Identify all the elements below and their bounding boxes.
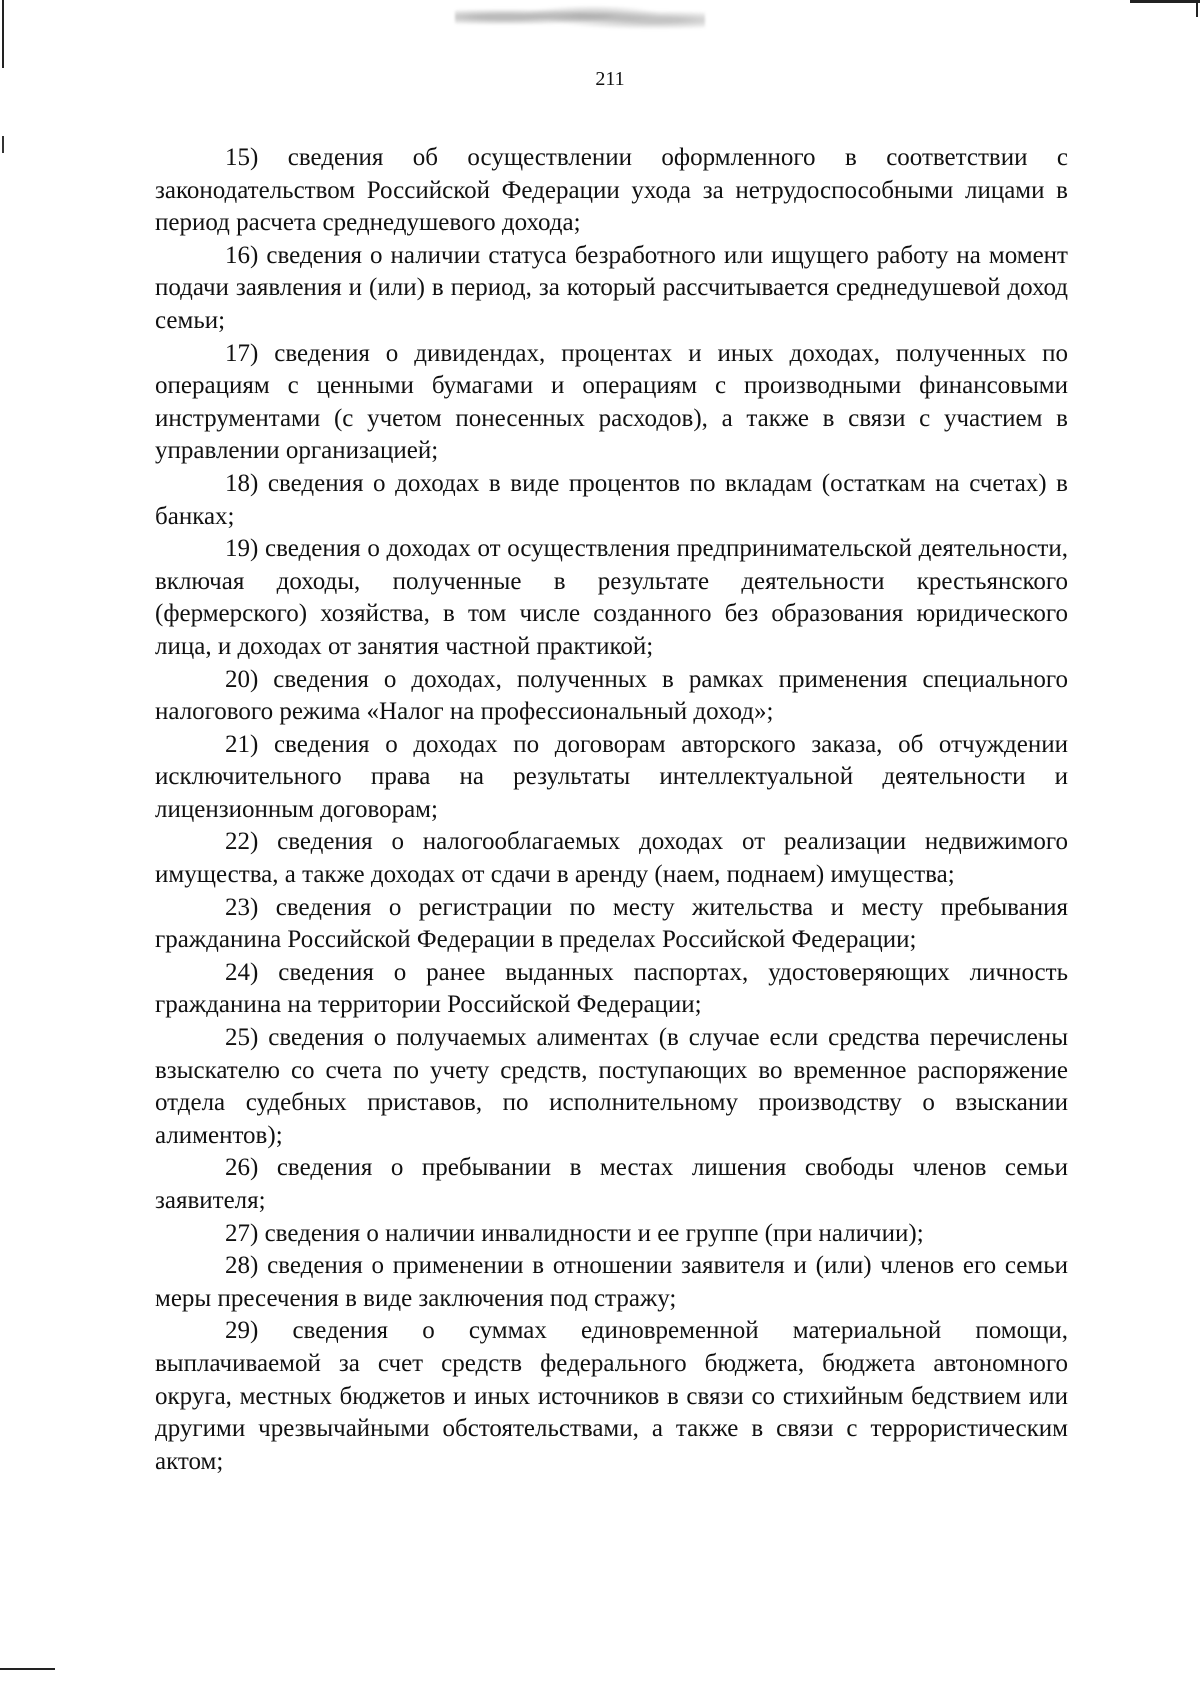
list-item-19: 19) сведения о доходах от осуществления предпринимательской деятельности, включая доходы, полученные в результате деятельности крестьянского (фермерского) хозяйства, в том числе созданного без образования юридического лица, и доходах от занятия частной практикой; — [155, 535, 1068, 660]
list-item-23: 23) сведения о регистрации по месту жительства и месту пребывания гражданина Российской Федерации в пределах Российской Федерации; — [155, 893, 1068, 954]
page-number: 211 — [595, 68, 625, 90]
list-item-25: 25) сведения о получаемых алиментах (в случае если средства перечислены взыскателю со счета по учету средств, поступающих во временное распоряжение отдела судебных приставов, по исполнительному производству о взыскании алиментов); — [155, 1024, 1068, 1149]
list-item-26: 26) сведения о пребывании в местах лишения свободы членов семьи заявителя; — [155, 1154, 1068, 1214]
list-item-17: 17) сведения о дивидендах, процентах и иных доходах, полученных по операциям с ценными бумагами и операциям с производными финансовыми инструментами (с учетом понесенных расходов), а также в связи с участием в управлении организацией; — [155, 339, 1068, 465]
list-item-18: 18) сведения о доходах в виде процентов по вкладам (остаткам на счетах) в банках; — [155, 469, 1068, 530]
list-item-21: 21) сведения о доходах по договорам авторского заказа, об отчуждении исключительного права на результаты интеллектуальной деятельности и лицензионным договорам; — [155, 730, 1068, 823]
list-item-22: 22) сведения о налогооблагаемых доходах от реализации недвижимого имущества, а также доходах от сдачи в аренду (наем, поднаем) имущества; — [155, 828, 1068, 889]
scan-edge-left — [2, 0, 4, 1700]
scan-mark-top — [1130, 0, 1200, 3]
list-item-29: 29) сведения о суммах единовременной материальной помощи, выплачиваемой за счет средств федерального бюджета, бюджета автономного округа, местных бюджетов и иных источников в связи со стихийным бедствием или другими чрезвычайными обстоятельствами, а также в связи с террористическим актом; — [155, 1317, 1068, 1475]
document-body — [155, 142, 1068, 1478]
scan-mark-bottom — [0, 1668, 55, 1670]
list-item-20: 20) сведения о доходах, полученных в рамках применения специального налогового режима «Налог на профессиональный доход»; — [155, 665, 1068, 726]
list-item-24: 24) сведения о ранее выданных паспортах, удостоверяющих личность гражданина на территории Российской Федерации; — [155, 958, 1068, 1019]
list-item-16: 16) сведения о наличии статуса безработного или ищущего работу на момент подачи заявления и (или) в период, за который рассчитывается среднедушевой доход семьи; — [155, 241, 1068, 334]
scan-artifact — [455, 2, 705, 32]
list-item-28: 28) сведения о применении в отношении заявителя и (или) членов его семьи меры пресечения в виде заключения под стражу; — [155, 1252, 1068, 1312]
scan-edge-right — [1196, 0, 1198, 1700]
list-item-27: 27) сведения о наличии инвалидности и ее группе (при наличии); — [225, 1219, 924, 1247]
list-item-15: 15) сведения об осуществлении оформленного в соответствии с законодательством Российской Федерации ухода за нетрудоспособными лицами в период расчета среднедушевого дохода; — [155, 144, 1068, 237]
